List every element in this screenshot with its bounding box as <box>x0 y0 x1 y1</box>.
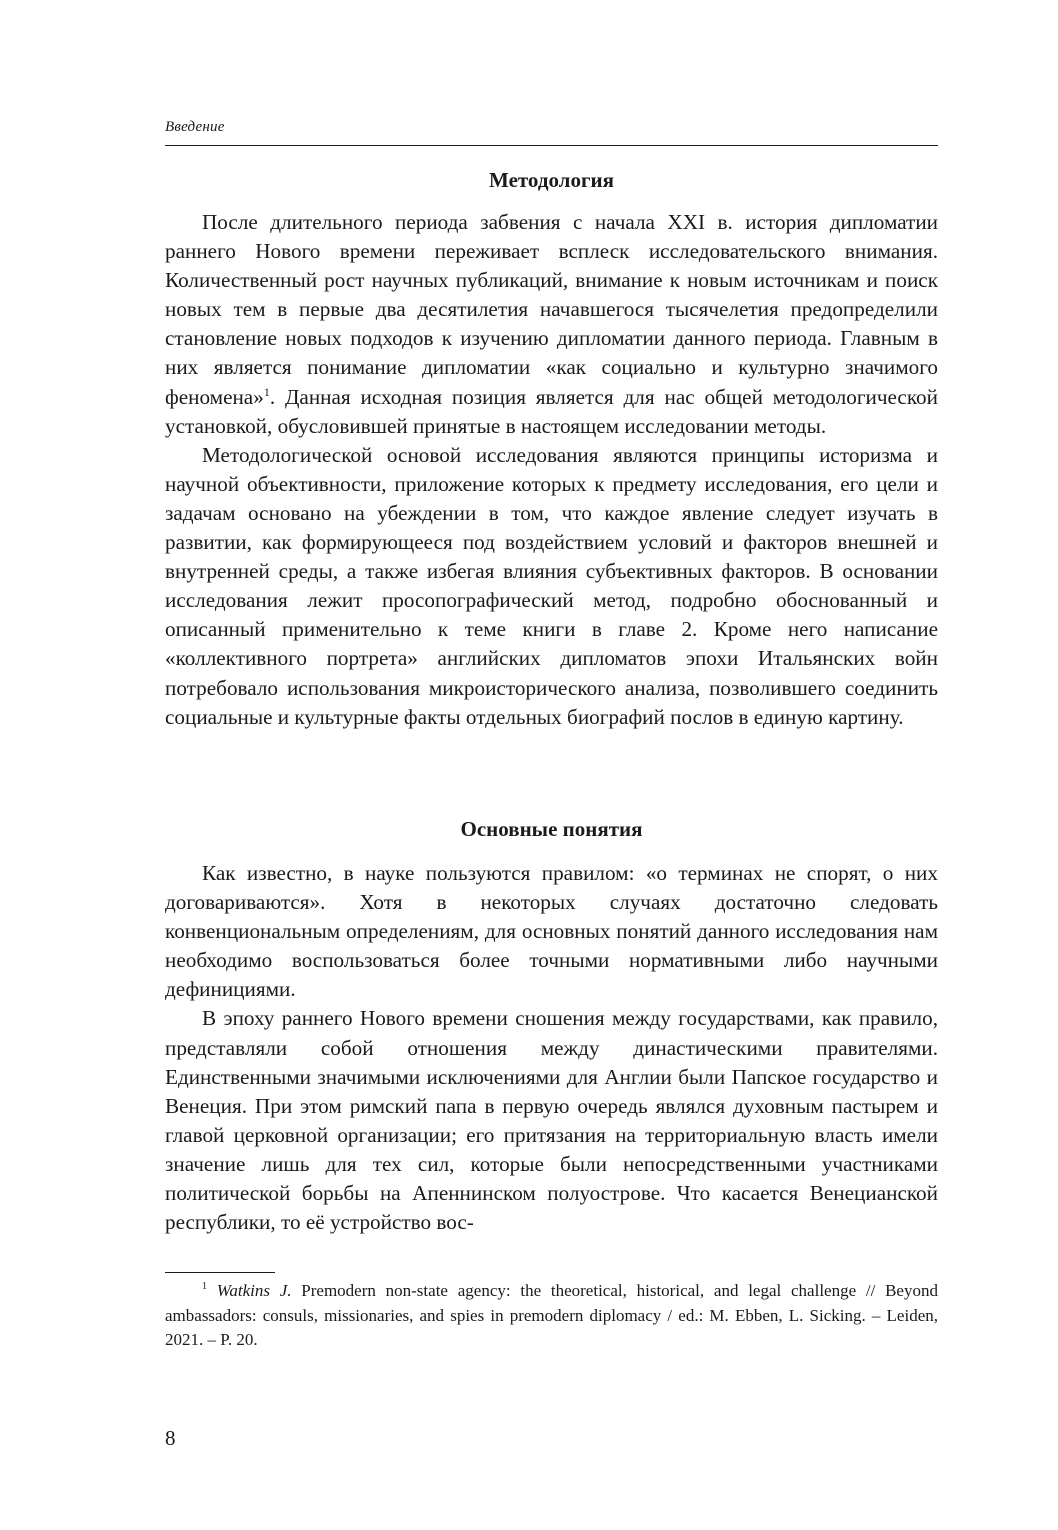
paragraph: В эпоху раннего Нового времени сношения между государствами, как правило, представляли собой отношения между династическими правителями. Единственными значимыми исключениями для Англии были Папское государство и Венеция. При этом римский папа в первую очередь являлся духовным пастырем и главой церковной организации; его притязания на территориальную власть имели значение лишь для тех сил, которые были непосредственными участниками политической борьбы на Апеннинском полуострове. Что касается Венецианской республики, то её устройство вос- <box>165 1006 938 1235</box>
footnote-text: Premodern non-state agency: the theoretical, historical, and legal challenge // Beyond ambassadors: consuls, missionaries, and spies in premodern diplomacy / ed.: M. Ebben, L. Sicking. – Leiden, 2021. – P. 20. <box>165 1281 938 1349</box>
paragraph-text: . Данная исходная позиция является для нас общей методологической установкой, обусловившей принятые в настоящем исследовании методы. <box>165 384 938 438</box>
paragraph: Как известно, в науке пользуются правилом: «о терминах не спорят, о них договариваются». Хотя в некоторых случаях достаточно следовать конвенциональным определениям, для основных понятий данного исследования нам необходимо воспользоваться более точными нормативными либо научными дефинициями. <box>165 861 938 1002</box>
footnote-number: 1 <box>202 1281 207 1292</box>
section-methodology <box>165 165 938 732</box>
section-title: Основные понятия <box>460 817 643 841</box>
section-basic-concepts <box>165 814 938 1237</box>
footnote-author: Watkins J. <box>216 1281 292 1300</box>
paragraph-text: После длительного периода забвения с начала XXI в. история дипломатии раннего Нового времени переживает всплеск исследовательского внимания. Количественный рост научных публикаций, внимание к новым источникам и поиск новых тем в первые два десятилетия начавшегося тысячелетия предопределили становление новых подходов к изучению дипломатии данного периода. Главным в них является понимание дипломатии «как социально и культурно значимого феномена» <box>165 210 938 409</box>
footnote-reference[interactable]: 1 <box>263 384 270 399</box>
header-rule <box>165 145 938 146</box>
footnote-rule <box>165 1272 275 1273</box>
footnote <box>165 1279 938 1353</box>
section-title: Методология <box>489 168 614 192</box>
paragraph <box>165 208 938 441</box>
page-number: 8 <box>165 1426 176 1450</box>
running-head: Введение <box>165 119 225 135</box>
paragraph: Методологической основой исследования являются принципы историзма и научной объективности, приложение которых к предмету исследования, его цели и задачам основано на убеждении в том, что каждое явление следует изучать в развитии, как формирующееся под воздействием условий и факторов внешней и внутренней среды, а также избегая влияния субъективных факторов. В основании исследования лежит просопографический метод, подробно обоснованный и описанный применительно к теме книги в главе 2. Кроме него написание «коллективного портрета» английских дипломатов эпохи Итальянских войн потребовало использования микроисторического анализа, позволившего соединить социальные и культурные факты отдельных биографий послов в единую картину. <box>165 442 938 729</box>
